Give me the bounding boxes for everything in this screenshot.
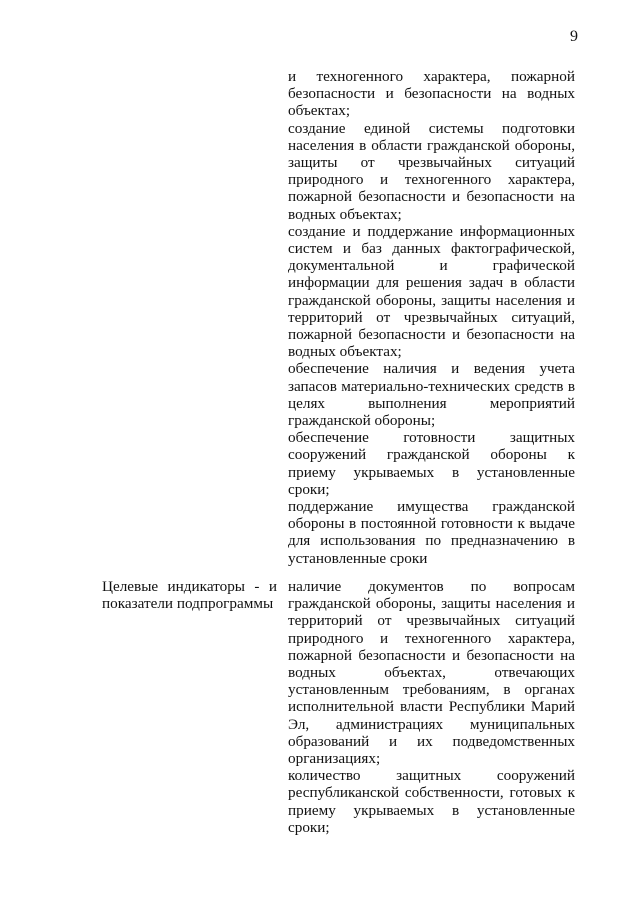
paragraph: количество защитных сооружений республиканской собственности, готовых к приему укрываемых в установленные сроки; (288, 767, 575, 836)
paragraph: наличие документов по вопросам гражданской обороны, защиты населения и территорий от чрезвычайных ситуаций природного и техногенного характера, пожарной безопасности и безопасности на водных объектах, отвечающих установленным требованиям, в органах исполнительной власти Республики Марий Эл, администрациях муниципальных образований и их подведомственных организациях; (288, 578, 575, 768)
paragraph: создание и поддержание информационных систем и баз данных фактографической, документальной и графической информации для решения задач в области гражданской обороны, защиты населения и территорий от чрезвычайных ситуаций, пожарной безопасности и безопасности на водных объектах; (288, 222, 575, 361)
indicators-label: Целевые индикаторы - и показатели подпрограммы (102, 578, 277, 613)
indicators-content (288, 578, 575, 836)
paragraph: обеспечение готовности защитных сооружений гражданской обороны к приему укрываемых в установленные сроки; (288, 429, 575, 498)
objectives-continued (288, 68, 575, 567)
paragraph: и техногенного характера, пожарной безопасности и безопасности на водных объектах; (288, 68, 575, 120)
paragraph: создание единой системы подготовки населения в области гражданской обороны, защиты от чрезвычайных ситуаций природного и техногенного характера, пожарной безопасности и безопасности на водных объектах; (288, 119, 575, 223)
paragraph: обеспечение наличия и ведения учета запасов материально-технических средств в целях выполнения мероприятий гражданской обороны; (288, 360, 575, 430)
page-number: 9 (570, 28, 578, 45)
paragraph: поддержание имущества гражданской обороны в постоянной готовности к выдаче для использования по предназначению в установленные сроки (288, 498, 575, 567)
